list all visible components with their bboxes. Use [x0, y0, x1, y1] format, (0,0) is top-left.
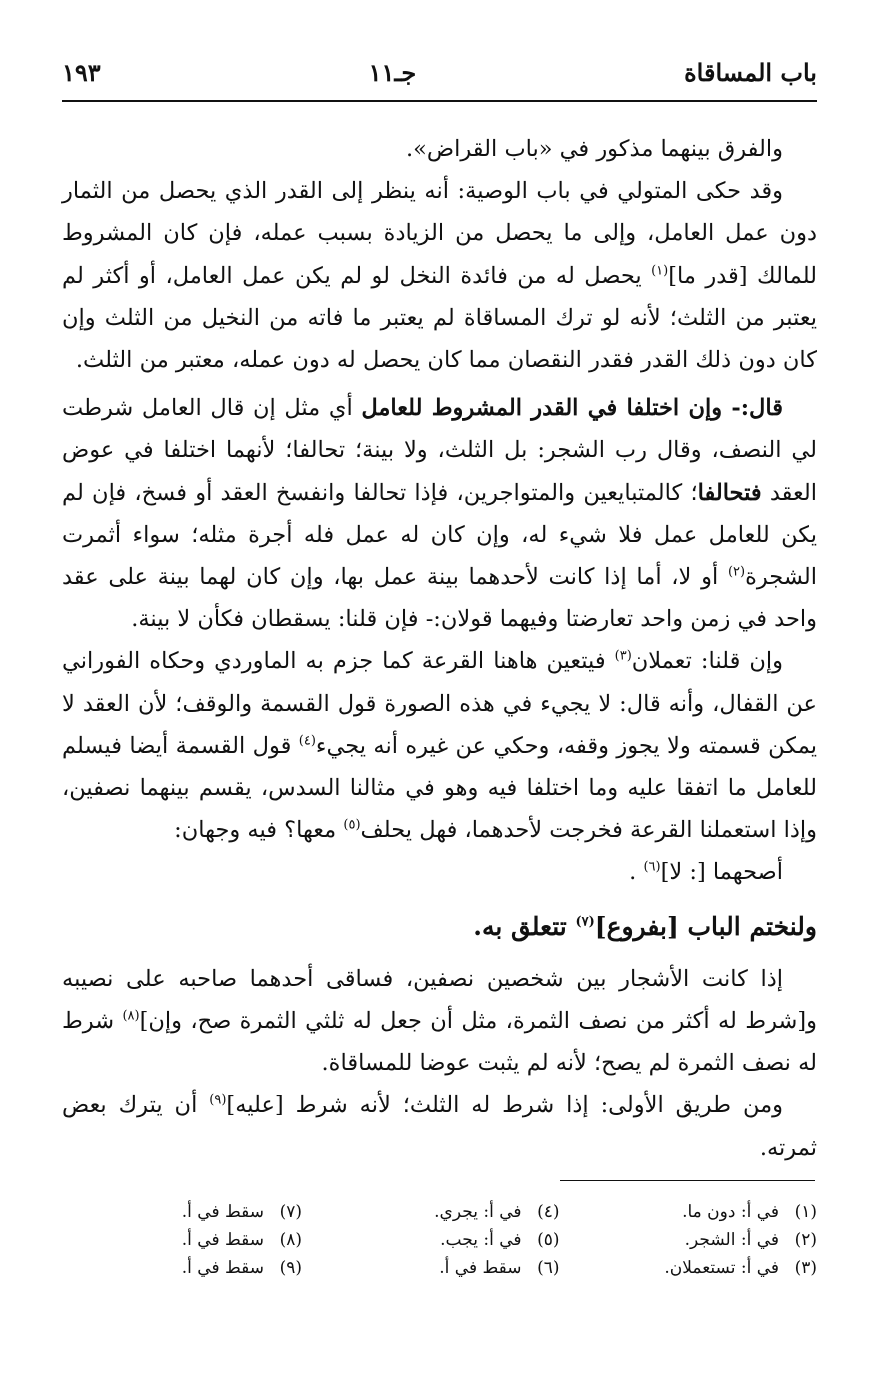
section-heading [62, 906, 817, 948]
text: ومن طريق الأولى: إذا شرط له الثلث؛ لأنه شرط [عليه] [226, 1092, 783, 1119]
header-divider [62, 100, 817, 102]
footnote [62, 1198, 302, 1226]
text: إذا كانت الأشجار بين شخصين نصفين، فساقى أحدهما صاحبه على نصيبه و[شرط له أكثر من نصف الثمرة، مثل أن جعل له ثلثي الثمرة صح، وإن] [62, 965, 817, 1035]
text: معها؟ فيه وجهان: [174, 817, 344, 844]
paragraph-7 [62, 1084, 817, 1168]
text: وقد حكى المتولي في باب الوصية: أنه ينظر إلى القدر الذي يحصل من الثمار دون عمل العامل، وإلى ما يحصل من الزيادة بسبب عمله، فإن كان المشروط للمالك [قدر ما] [62, 178, 817, 289]
footnote [320, 1226, 560, 1254]
footnotes-divider [560, 1180, 815, 1181]
text: أو لا، أما إذا كانت لأحدهما بينة عمل بها، وإن كان لهما بينة على عقد واحد في زمن واحد تعارضتا وفيهما قولان:- فإن قلنا: يسقطان فكأن لا بينة. [62, 564, 817, 633]
footnotes-column-1 [577, 1198, 817, 1282]
heading-text: ولنختم الباب [بفروع] [594, 911, 817, 941]
paragraph-2 [62, 170, 817, 381]
footnote-text: في أ: يجب. [440, 1230, 522, 1250]
footnote [577, 1198, 817, 1226]
footnote-number: (٩) [279, 1258, 302, 1278]
text: أي مثل إن قال العامل شرطت لي النصف، وقال رب الشجر: بل الثلث، ولا بينة؛ تحالفا؛ لأنهما اختلفا في عوض العقد [62, 395, 818, 506]
text: . [629, 859, 644, 886]
footnote-number: (٨) [279, 1230, 302, 1250]
paragraph-3 [62, 387, 817, 640]
footnote-number: (٧) [279, 1202, 302, 1222]
heading-text: تتعلق به. [473, 911, 576, 941]
footnote [62, 1254, 302, 1282]
footnote-text: سقط في أ. [439, 1258, 522, 1278]
footnote-text: في أ: دون ما. [682, 1202, 779, 1222]
footnote-text: في أ: يجري. [434, 1202, 522, 1222]
page-number: ١٩٣ [62, 57, 101, 87]
footnote-number: (٣) [794, 1258, 817, 1278]
footnote-ref[interactable]: (٩) [209, 1092, 227, 1108]
footnote-number: (٤) [537, 1202, 560, 1222]
footnote [62, 1226, 302, 1254]
footnote [577, 1226, 817, 1254]
text: فيتعين هاهنا القرعة كما جزم به الماوردي وحكاه الفوراني عن القفال، وأنه قال: لا يجيء في هذه الصورة قول القسمة والوقف؛ لأن العقد لا يمكن قسمته ولا يجوز وقفه، وحكي عن غيره أنه يجيء [62, 648, 817, 759]
matn-text: قال:- وإن اختلفا في القدر المشروط للعامل [361, 395, 783, 422]
footnote-number: (٥) [537, 1230, 560, 1250]
footnote [320, 1254, 560, 1282]
paragraph-6 [62, 958, 817, 1085]
footnote-number: (٦) [537, 1258, 560, 1278]
footnote-ref[interactable]: (١) [651, 263, 669, 279]
text: أصحهما [: لا] [660, 859, 783, 886]
footnote [577, 1254, 817, 1282]
text: ؛ كالمتبايعين والمتواجرين، فإذا تحالفا وانفسخ العقد أو فسخ، فإن لم يكن للعامل عمل فلا شيء له، وإن كان له عمل فله أجرة مثله؛ سواء أثمرت الشجرة [62, 479, 817, 591]
footnote-ref[interactable]: (٥) [343, 817, 361, 833]
text: شرط له نصف الثمرة لم يصح؛ لأنه لم يثبت عوضا للمساقاة. [62, 1008, 817, 1077]
footnote-number: (١) [794, 1202, 817, 1222]
chapter-title: باب المساقاة [684, 57, 817, 87]
paragraph-4 [62, 640, 817, 851]
footnote-number: (٢) [794, 1230, 817, 1250]
footnote-text: سقط في أ. [181, 1202, 264, 1222]
running-header [62, 50, 817, 94]
main-text [62, 128, 817, 1169]
text: أن يترك بعض ثمرته. [62, 1092, 817, 1161]
footnote-text: سقط في أ. [181, 1258, 264, 1278]
paragraph-5 [62, 851, 817, 893]
footnote-text: سقط في أ. [181, 1230, 264, 1250]
footnote-ref[interactable]: (٧) [575, 914, 595, 930]
text: قول القسمة أيضا فيسلم للعامل ما اتفقا عليه وما اختلفا فيه وهو في مثالنا السدس، يقسم بينهما نصفين، وإذا استعملنا القرعة فخرجت لأحدهما، فهل يحلف [62, 732, 817, 844]
footnote-text: في أ: الشجر. [684, 1230, 779, 1250]
footnote-ref[interactable]: (٣) [614, 648, 632, 664]
footnotes [62, 1198, 817, 1282]
footnotes-column-3 [62, 1198, 302, 1282]
text: يحصل له من فائدة النخل لو لم يكن عمل العامل، أو أكثر لم يعتبر من الثلث؛ لأنه لو ترك المساقاة لم يعتبر ما فاته من النخيل من الثلث وإن كان دون ذلك القدر فقدر النقصان مما كان يحصل له دون عمله، معتبر من الثلث. [62, 262, 817, 374]
text: وإن قلنا: تعملان [631, 648, 783, 675]
volume-label: جـ١١ [368, 57, 417, 87]
footnote-text: في أ: تستعملان. [664, 1258, 779, 1278]
paragraph-1: والفرق بينهما مذكور في «باب القراض». [406, 136, 783, 162]
footnote-ref[interactable]: (٤) [298, 733, 316, 749]
matn-text: فتحالفا [697, 479, 762, 506]
footnote [320, 1198, 560, 1226]
footnote-ref[interactable]: (٦) [643, 859, 661, 875]
footnote-ref[interactable]: (٢) [727, 564, 746, 580]
footnotes-column-2 [320, 1198, 560, 1282]
footnote-ref[interactable]: (٨) [122, 1008, 140, 1024]
